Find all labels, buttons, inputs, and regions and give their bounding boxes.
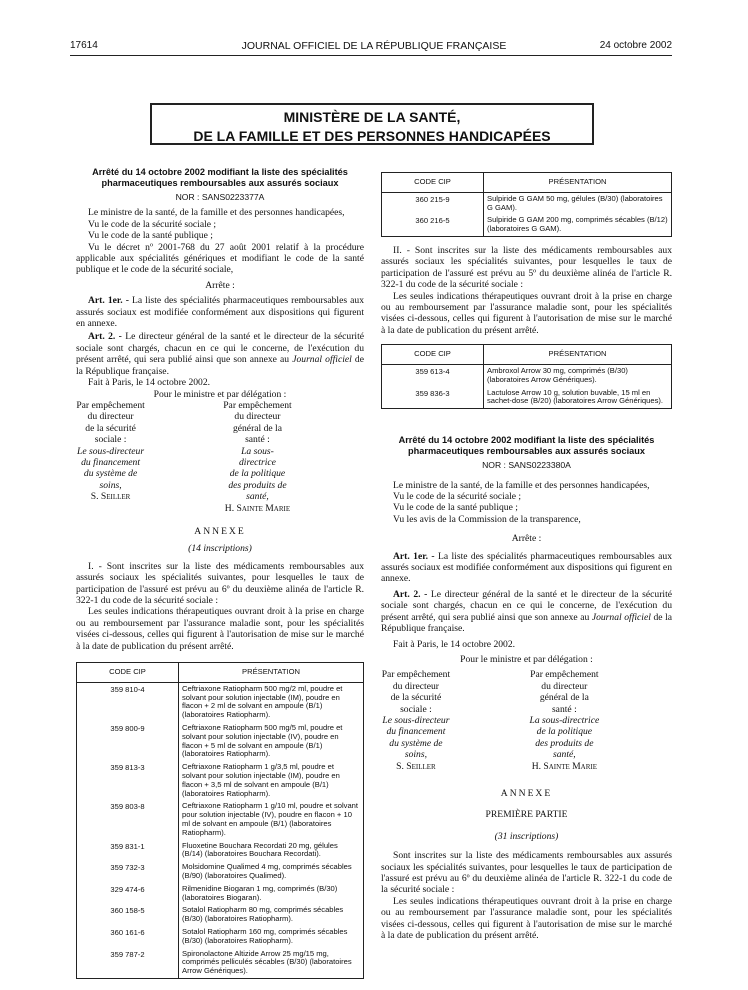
sig-left-line: du financement <box>81 456 141 468</box>
decree-2-nor: NOR : SANS0223380A <box>482 460 571 471</box>
table-row <box>382 387 672 409</box>
article-2-end: de la République française. <box>76 354 364 377</box>
decree-1-title: Arrêté du 14 octobre 2002 modifiant la liste des spécialités pharmaceutiques remboursables aux assurés sociaux <box>92 167 348 188</box>
article-1-text: La liste des spécialités pharmaceutiques remboursables aux assurés sociaux est modifiée conformément aux dispositions qui figurent en annexe. <box>381 550 672 585</box>
decree-2-article-2 <box>381 589 672 635</box>
presentation-cell: Ceftriaxone Ratiopharm 500 mg/5 ml, poudre et solvant pour solution injectable (IV), poudre en flacon + 5 ml de solvant en ampoule (B/1) (laboratoires Ratiopharm). <box>179 722 364 761</box>
article-1-text: La liste des spécialités pharmaceutiques remboursables aux assurés sociaux est modifiée conformément aux dispositions qui figurent en annexe. <box>76 295 365 330</box>
presentation-cell: Fluoxetine Bouchara Recordati 20 mg, gélules (B/14) (laboratoires Bouchara Recordati). <box>179 840 364 862</box>
table-row <box>77 761 364 800</box>
sig-right-line: La sous-directrice <box>238 445 276 468</box>
decree-2-title: Arrêté du 14 octobre 2002 modifiant la liste des spécialités pharmaceutiques remboursables aux assurés sociaux <box>398 435 655 457</box>
header-rule <box>70 55 672 56</box>
decree-1-signatures <box>76 400 364 514</box>
table-row <box>77 904 364 926</box>
table-presentations-2 <box>381 172 672 237</box>
sig-left-line: Le sous-directeur <box>382 714 450 726</box>
decree-1-arrete: Arrête : <box>205 279 235 291</box>
decree-1-visa-1: Vu le code de la sécurité sociale ; <box>88 218 217 230</box>
table-row <box>77 883 364 905</box>
signatory-name: H. Sainte Marie <box>531 760 598 772</box>
table-row <box>77 840 364 862</box>
decree-1-article-2 <box>76 331 364 377</box>
cip-code-cell: 359 732-3 <box>77 861 179 883</box>
decree-2-annexe-heading: ANNEXE <box>500 787 553 799</box>
presentation-cell: Ambroxol Arrow 30 mg, comprimés (B/30) (laboratoires Arrow Génériques). <box>484 365 672 387</box>
sig-right-line: des produits de santé, <box>228 479 287 503</box>
presentation-cell: Ceftriaxone Ratiopharm 1 g/10 ml, poudre et solvant pour solution injectable (IV), poudre en flacon + 10 ml de solvant en ampoule (B/1) (laboratoires Ratiopharm). <box>179 800 364 839</box>
table-row <box>382 365 672 387</box>
cip-code-cell: 360 158-5 <box>77 904 179 926</box>
decree-1-visa-2: Vu le code de la santé publique ; <box>88 230 213 242</box>
sig-left-line: Par empêchement du directeur <box>381 669 451 692</box>
decree-1-done: Fait à Paris, le 14 octobre 2002. <box>88 377 211 389</box>
decree-2-part-heading: PREMIÈRE PARTIE <box>485 809 568 821</box>
sig-left-line: du système de soins, <box>83 468 138 491</box>
signature-right <box>223 400 364 514</box>
decree-2-intro: Le ministre de la santé, de la famille et des personnes handicapées, <box>393 479 650 491</box>
cip-code-cell: 360 215-9 <box>382 192 484 214</box>
presentation-cell: Ceftriaxone Ratiopharm 1 g/3,5 ml, poudre et solvant pour solution injectable (IM), poudre en flacon + 3,5 ml de solvant en ampoule (B/1) (laboratoires Ratiopharm). <box>179 761 364 800</box>
decree-1-section-2-note: Les seules indications thérapeutiques ouvrant droit à la prise en charge ou au remboursement par l'assurance maladie sont, pour les spécialités visées ci-dessous, celles qui figurent à l'autorisation de mise sur le marché à la date de publication du présent arrêté. <box>381 290 672 336</box>
presentation-cell: Spironolactone Altizide Arrow 25 mg/15 mg, comprimés pelliculés sécables (B/30) (laboratoires Arrow Génériques). <box>179 948 364 979</box>
article-2-text: Le directeur général de la santé et le directeur de la sécurité sociale sont chargés, chacun en ce qui le concerne, de l'exécution du présent arrêté, qui sera publié ainsi que son annexe au <box>76 331 365 366</box>
cip-code-cell: 359 813-3 <box>77 761 179 800</box>
sig-left-line: de la sécurité sociale : <box>390 692 442 715</box>
decree-2-done: Fait à Paris, le 14 octobre 2002. <box>393 638 516 650</box>
sig-left-line: de la sécurité sociale : <box>85 422 136 446</box>
ministry-line-2: DE LA FAMILLE ET DES PERSONNES HANDICAPÉES <box>193 128 551 144</box>
decree-2-signatures <box>381 669 672 772</box>
cip-code-cell: 359 831-1 <box>77 840 179 862</box>
presentation-cell: Molsidomine Qualimed 4 mg, comprimés sécables (B/90) (laboratoires Qualimed). <box>179 861 364 883</box>
decree-2-visa-1: Vu le code de la sécurité sociale ; <box>393 491 522 503</box>
article-2-label: Art. 2. - <box>393 588 428 600</box>
presentation-cell: Sulpiride G GAM 50 mg, gélules (B/30) (laboratoires G GAM). <box>484 192 672 214</box>
article-2-text: Le directeur général de la santé et le directeur de la sécurité sociale sont chargés, chacun en ce qui le concerne, de l'exécution du présent arrêté, qui sera publié ainsi que son annexe au <box>381 588 673 623</box>
presentation-cell: Sotalol Ratiopharm 160 mg, comprimés sécables (B/30) (laboratoires Ratiopharm). <box>179 926 364 948</box>
decree-1-section-1: I. - Sont inscrites sur la liste des médicaments remboursables aux assurés sociaux les spécialités suivantes, pour lesquelles le taux de participation de l'assuré est prévu au 6º du deuxième alinéa de l'article R. 322-1 du code de la sécurité sociale : <box>76 560 364 606</box>
right-column <box>381 172 672 941</box>
presentation-cell: Ceftriaxone Ratiopharm 500 mg/2 ml, poudre et solvant pour solution injectable (IM), poudre en flacon + 2 ml de solvant en ampoule (B/1) (laboratoires Ratiopharm). <box>179 682 364 722</box>
signature-right <box>529 669 672 772</box>
table-row <box>77 800 364 839</box>
decree-1-article-1 <box>76 295 364 329</box>
page-number: 17614 <box>70 40 98 51</box>
sig-right-line: La sous-directrice <box>529 714 600 726</box>
presentation-cell: Sulpiride G GAM 200 mg, comprimés sécables (B/12) (laboratoires G GAM). <box>484 214 672 236</box>
cip-code-cell: 359 787-2 <box>77 948 179 979</box>
decree-1-intro: Le ministre de la santé, de la famille et des personnes handicapées, <box>88 207 345 219</box>
decree-1-nor: NOR : SANS0223377A <box>175 192 265 202</box>
column-header-code: CODE CIP <box>77 663 179 683</box>
sig-right-line: Par empêchement <box>223 399 292 411</box>
cip-code-cell: 359 803-8 <box>77 800 179 839</box>
cip-code-cell: 360 216-5 <box>382 214 484 236</box>
decree-2-visa-2: Vu le code de la santé publique ; <box>393 502 518 514</box>
column-header-presentation: PRÉSENTATION <box>484 173 672 193</box>
cip-code-cell: 359 810-4 <box>77 682 179 722</box>
table-row <box>77 722 364 761</box>
sig-right-line: Par empêchement <box>530 669 599 681</box>
column-header-code: CODE CIP <box>382 345 484 365</box>
sig-right-line: de la politique <box>229 468 286 480</box>
table-presentations-1 <box>76 662 364 979</box>
article-2-label: Art. 2. - <box>88 331 122 343</box>
cip-code-cell: 360 161-6 <box>77 926 179 948</box>
column-header-presentation: PRÉSENTATION <box>484 345 672 365</box>
sig-right-line: de la politique <box>536 726 593 738</box>
cip-code-cell: 329 474-6 <box>77 883 179 905</box>
decree-1-delegation: Pour le ministre et par délégation : <box>153 388 287 400</box>
journal-officiel-ref: Journal officiel <box>591 611 651 623</box>
decree-2-arrete: Arrête : <box>511 533 542 545</box>
sig-right-line: des produits de santé, <box>535 737 594 761</box>
presentation-cell: Sotalol Ratiopharm 80 mg, comprimés sécables (B/30) (laboratoires Ratiopharm). <box>179 904 364 926</box>
article-1-label: Art. 1er. - <box>88 295 129 307</box>
decree-2-section-1: Sont inscrites sur la liste des médicaments remboursables aux assurés sociaux les spécialités suivantes, pour lesquelles le taux de participation de l'assuré est prévu au 6º du deuxième alinéa de l'article R. 322-1 du code de la sécurité sociale : <box>381 850 672 896</box>
sig-left-line: Le sous-directeur <box>77 445 145 457</box>
table-row <box>77 948 364 979</box>
decree-1-section-1-note: Les seules indications thérapeutiques ouvrant droit à la prise en charge ou au remboursement par l'assurance maladie sont, pour les spécialités visées ci-dessous, celles qui figurent à l'autorisation de mise sur le marché à la date de publication du présent arrêté. <box>76 606 364 652</box>
ministry-heading <box>150 103 594 145</box>
presentation-cell: Rilmenidine Biogaran 1 mg, comprimés (B/30) (laboratoires Biogaran). <box>179 883 364 905</box>
sig-left-line: Par empêchement du directeur <box>76 399 145 423</box>
article-2-end: de la République française. <box>381 611 673 635</box>
table-row <box>382 214 672 236</box>
cip-code-cell: 359 800-9 <box>77 722 179 761</box>
sig-right-line: du directeur général de la santé : <box>539 680 589 715</box>
cip-code-cell: 359 613-4 <box>382 365 484 387</box>
signature-left <box>76 400 217 514</box>
signatory-name: H. Sainte Marie <box>224 502 291 514</box>
sig-left-line: du système de soins, <box>389 737 443 761</box>
decree-1-inscriptions: (14 inscriptions) <box>188 543 252 555</box>
decree-2-article-1 <box>381 551 672 585</box>
journal-officiel-ref: Journal officiel <box>292 354 352 366</box>
table-row <box>77 926 364 948</box>
sig-right-line: du directeur général de la santé : <box>232 411 282 446</box>
decree-2-delegation: Pour le ministre et par délégation : <box>460 653 593 665</box>
decree-2-inscriptions: (31 inscriptions) <box>494 830 559 842</box>
decree-1-annexe-heading: ANNEXE <box>194 525 246 537</box>
left-column <box>76 167 364 979</box>
column-header-code: CODE CIP <box>382 173 484 193</box>
decree-1-visa-3: Vu le décret nº 2001-768 du 27 août 2001 relatif à la procédure applicable aux spécialités génériques et modifiant le code de la santé publique et le code de la sécurité sociale, <box>76 241 364 276</box>
journal-title: JOURNAL OFFICIEL DE LA RÉPUBLIQUE FRANÇAISE <box>241 40 507 52</box>
column-header-presentation: PRÉSENTATION <box>179 663 364 683</box>
signature-left <box>381 669 524 772</box>
ministry-line-1: MINISTÈRE DE LA SANTÉ, <box>283 109 461 125</box>
table-row <box>382 192 672 214</box>
signatory-name: S. Seiller <box>396 760 436 772</box>
cip-code-cell: 359 836-3 <box>382 387 484 409</box>
decree-2-section-1-note: Les seules indications thérapeutiques ouvrant droit à la prise en charge ou au remboursement par l'assurance maladie sont, pour les spécialités visées ci-dessous, celles qui figurent à l'autorisation de mise sur le marché à la date de publication du présent arrêté. <box>381 895 672 942</box>
sig-left-line: du financement <box>386 726 446 738</box>
decree-1-section-2: II. - Sont inscrites sur la liste des médicaments remboursables aux assurés sociaux les spécialités suivantes, pour lesquelles le taux de participation de l'assuré est prévu au 5º du deuxième alinéa de l'article R. 322-1 du code de la sécurité sociale : <box>381 244 672 291</box>
issue-date: 24 octobre 2002 <box>599 40 672 51</box>
presentation-cell: Lactulose Arrow 10 g, solution buvable, 15 ml en sachet-dose (B/20) (laboratoires Arrow Génériques). <box>484 387 672 409</box>
decree-2-visa-3: Vu les avis de la Commission de la transparence, <box>393 513 581 525</box>
table-row <box>77 861 364 883</box>
signatory-name: S. Seiller <box>90 491 131 503</box>
article-1-label: Art. 1er. - <box>393 550 435 562</box>
table-row <box>77 682 364 722</box>
table-presentations-3 <box>381 344 672 409</box>
